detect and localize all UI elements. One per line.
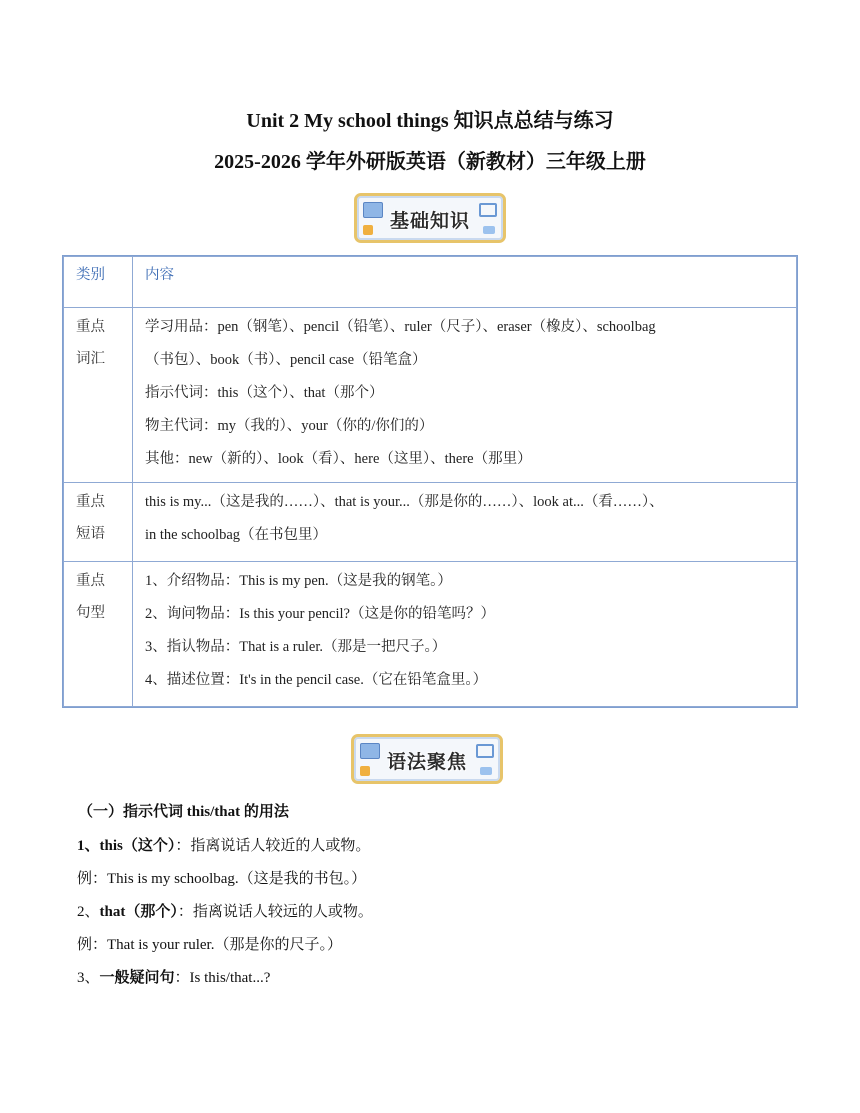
category-line: 重点 bbox=[76, 573, 105, 589]
basic-knowledge-banner bbox=[354, 193, 506, 243]
content-line: in the schoolbag（在书包里） bbox=[145, 527, 328, 543]
content-cell bbox=[133, 562, 797, 707]
content-line: this is my...（这是我的……）、that is your...（那是你的……）、look at...（看……）、 bbox=[145, 494, 664, 510]
document-title: Unit 2 My school things 知识点总结与练习 bbox=[246, 110, 614, 132]
content-line: 4、描述位置：It's in the pencil case.（它在铅笔盒里。） bbox=[145, 672, 488, 688]
content-line: 3、指认物品：That is a ruler.（那是一把尺子。） bbox=[145, 639, 447, 655]
item-term: 一般疑问句 bbox=[99, 970, 175, 986]
item-term: that（那个） bbox=[99, 904, 178, 920]
grammar-item-that bbox=[77, 900, 373, 921]
item-number: 2、 bbox=[77, 904, 100, 920]
table-row bbox=[64, 308, 797, 483]
category-line: 重点 bbox=[76, 319, 105, 335]
table-row bbox=[64, 562, 797, 707]
monitor-icon bbox=[476, 744, 494, 758]
category-cell bbox=[64, 483, 133, 562]
content-line: 1、介绍物品：This is my pen.（这是我的钢笔。） bbox=[145, 573, 452, 589]
item-number: 3、 bbox=[77, 970, 100, 986]
content-line: （书包）、book（书）、pencil case（铅笔盒） bbox=[145, 352, 427, 368]
item-term: 1、this（这个） bbox=[77, 838, 176, 854]
keyboard-icon bbox=[480, 767, 492, 775]
header-category: 类别 bbox=[64, 257, 133, 308]
header-content: 内容 bbox=[133, 257, 797, 308]
content-line: 指示代词：this（这个）、that（那个） bbox=[145, 385, 384, 401]
knowledge-table bbox=[63, 256, 797, 707]
table-header-row bbox=[64, 257, 797, 308]
section-heading: （一）指示代词 this/that 的用法 bbox=[78, 804, 289, 820]
keyboard-icon bbox=[483, 226, 495, 234]
item-explanation: ：指离说话人较近的人或物。 bbox=[175, 838, 371, 854]
content-line: 其他：new（新的）、look（看）、here（这里）、there（那里） bbox=[145, 451, 532, 467]
monitor-icon bbox=[479, 203, 497, 217]
item-explanation: ：Is this/that...? bbox=[174, 970, 271, 986]
category-line: 短语 bbox=[76, 526, 105, 542]
category-line: 词汇 bbox=[76, 351, 105, 367]
item-explanation: ：指离说话人较远的人或物。 bbox=[177, 904, 373, 920]
banner-label: 基础知识 bbox=[389, 210, 470, 232]
grammar-item-question bbox=[77, 966, 270, 987]
table-row bbox=[64, 483, 797, 562]
content-line: 2、询问物品：Is this your pencil?（这是你的铅笔吗？） bbox=[145, 606, 495, 622]
content-line: 学习用品：pen（钢笔）、pencil（铅笔）、ruler（尺子）、eraser（橡皮）、schoolbag bbox=[145, 319, 656, 335]
content-line: 物主代词：my（我的）、your（你的/你们的） bbox=[145, 418, 434, 434]
example-sentence: 例：That is your ruler.（那是你的尺子。） bbox=[77, 937, 342, 953]
grammar-focus-banner bbox=[351, 734, 503, 784]
content-cell bbox=[133, 308, 797, 483]
category-line: 重点 bbox=[76, 494, 105, 510]
banner-label: 语法聚焦 bbox=[386, 751, 467, 773]
document-subtitle: 2025-2026 学年外研版英语（新教材）三年级上册 bbox=[214, 151, 646, 173]
grammar-item-this bbox=[77, 834, 370, 855]
example-sentence: 例：This is my schoolbag.（这是我的书包。） bbox=[77, 871, 367, 887]
category-cell bbox=[64, 308, 133, 483]
category-line: 句型 bbox=[76, 605, 105, 621]
content-cell bbox=[133, 483, 797, 562]
category-cell bbox=[64, 562, 133, 707]
